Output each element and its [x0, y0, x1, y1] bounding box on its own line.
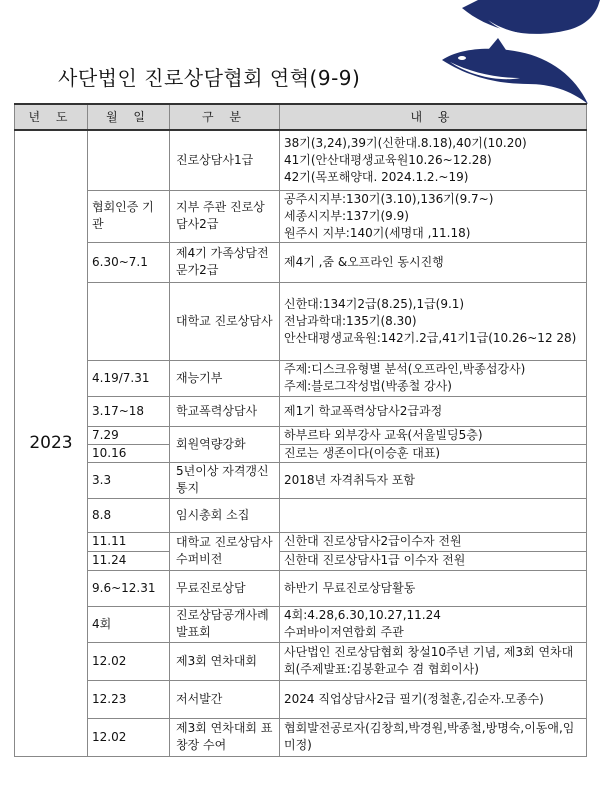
category-cell: 학교폭력상담사	[170, 396, 280, 426]
date-cell: 7.29	[88, 426, 170, 444]
content-cell	[280, 718, 587, 756]
content-line: 공주시지부:130기(3.10),136기(9.7~)	[284, 191, 494, 206]
date-cell: 11.24	[88, 551, 170, 570]
category-cell: 대학교 진로상담사	[170, 282, 280, 360]
date-cell: 11.11	[88, 532, 170, 551]
content-cell	[280, 444, 587, 462]
category-cell: 지부 주관 진로상담사2급	[170, 190, 280, 242]
content-line: 하부르타 외부강사 교육(서울빌딩5층)	[284, 427, 483, 442]
category-cell: 제4기 가족상담전문가2급	[170, 242, 280, 282]
content-line: 주제:블로그작성법(박종철 강사)	[284, 379, 452, 393]
category-cell: 진로상담사1급	[170, 130, 280, 190]
table-row	[15, 426, 587, 444]
category-cell: 저서발간	[170, 680, 280, 718]
content-line: 원주시 지부:140기(세명대 ,11.18)	[284, 225, 471, 240]
date-cell: 3.17~18	[88, 396, 170, 426]
table-row	[15, 718, 587, 756]
table-row	[15, 242, 587, 282]
content-cell	[280, 462, 587, 498]
page-title: 사단법인 진로상담협회 연혁(9-9)	[58, 66, 361, 90]
date-cell: 12.02	[88, 642, 170, 680]
content-cell	[280, 130, 587, 190]
table-row	[15, 642, 587, 680]
table-row	[15, 130, 587, 190]
date-cell: 10.16	[88, 444, 170, 462]
year-cell: 2023	[15, 130, 88, 756]
content-line: 전남과학대:135기(8.30)	[284, 313, 417, 328]
content-cell	[280, 190, 587, 242]
table-row	[15, 551, 587, 570]
history-table	[14, 103, 587, 757]
content-cell	[280, 426, 587, 444]
category-cell: 제3회 연차대회 표창장 수여	[170, 718, 280, 756]
content-line: 하반기 무료진로상담활동	[284, 580, 416, 595]
date-cell: 9.6~12.31	[88, 570, 170, 606]
table-header-row	[15, 104, 587, 130]
date-cell	[88, 130, 170, 190]
category-cell: 재능기부	[170, 360, 280, 396]
date-cell: 협회인증 기관	[88, 190, 170, 242]
content-line: 제4기 ,줌 &오프라인 동시진행	[284, 254, 444, 269]
content-cell	[280, 498, 587, 532]
orca-illustration-bottom	[440, 38, 590, 108]
content-line: 신한대 진로상담사2급이수자 전원	[284, 534, 462, 548]
table-row	[15, 396, 587, 426]
content-line: 2018년 자격취득자 포함	[284, 472, 415, 487]
category-cell: 5년이상 자격갱신통지	[170, 462, 280, 498]
content-cell	[280, 532, 587, 551]
category-cell: 제3회 연차대회	[170, 642, 280, 680]
content-cell	[280, 242, 587, 282]
content-cell	[280, 396, 587, 426]
date-cell: 3.3	[88, 462, 170, 498]
table-row	[15, 360, 587, 396]
content-cell	[280, 282, 587, 360]
content-line: 4회:4.28,6.30,10.27,11.24	[284, 608, 441, 622]
category-cell: 대학교 진로상담사 수퍼비전	[170, 532, 280, 570]
content-line: 제1기 학교폭력상담사2급과정	[284, 403, 443, 418]
content-cell	[280, 680, 587, 718]
date-cell: 6.30~7.1	[88, 242, 170, 282]
table-row	[15, 606, 587, 642]
content-line: 주제:디스크유형별 분석(오프라인,박종섭강사)	[284, 362, 526, 376]
date-cell: 12.23	[88, 680, 170, 718]
category-cell: 무료진로상담	[170, 570, 280, 606]
header-date: 월 일	[88, 104, 170, 130]
content-line: 38기(3,24),39기(신한대.8.18),40기(10.20)	[284, 135, 527, 150]
date-cell: 8.8	[88, 498, 170, 532]
category-cell: 회원역량강화	[170, 426, 280, 462]
header-category: 구 분	[170, 104, 280, 130]
date-cell: 12.02	[88, 718, 170, 756]
content-line: 2024 직업상담사2급 필기(정철훈,김순자.모종수)	[284, 691, 544, 706]
table-row	[15, 190, 587, 242]
table-row	[15, 282, 587, 360]
date-cell	[88, 282, 170, 360]
date-cell: 4.19/7.31	[88, 360, 170, 396]
content-line: 협회발전공로자(김창희,박경원,박종철,방명숙,이동애,임미정)	[284, 721, 575, 752]
content-cell	[280, 551, 587, 570]
table-row	[15, 532, 587, 551]
content-line: 수퍼바이저연합회 주관	[284, 625, 404, 639]
header-year: 년 도	[15, 104, 88, 130]
header-content: 내 용	[280, 104, 587, 130]
content-line: 신한대 진로상담사1급 이수자 전원	[284, 553, 466, 567]
category-cell: 진로상담공개사례발표회	[170, 606, 280, 642]
table-row	[15, 680, 587, 718]
date-cell: 4회	[88, 606, 170, 642]
content-line: 42기(목포해양대. 2024.1.2.~19)	[284, 169, 469, 184]
category-cell: 임시총회 소집	[170, 498, 280, 532]
content-line: 진로는 생존이다(이승훈 대표)	[284, 445, 441, 460]
content-line: 세종시지부:137기(9.9)	[284, 208, 409, 223]
content-cell	[280, 360, 587, 396]
content-line: 안산대평생교육원:142기.2급,41기1급(10.26~12 28)	[284, 330, 577, 345]
content-cell	[280, 642, 587, 680]
content-cell	[280, 570, 587, 606]
content-line: 사단법인 진로상담협회 창설10주년 기념, 제3회 연차대회(주제발표:김봉환교수 겸 협회이사)	[284, 645, 574, 676]
table-row	[15, 444, 587, 462]
content-line: 41기(안산대평생교육원10.26~12.28)	[284, 152, 492, 167]
table-row	[15, 462, 587, 498]
content-line: 신한대:134기2급(8.25),1급(9.1)	[284, 296, 465, 311]
table-row	[15, 498, 587, 532]
content-cell	[280, 606, 587, 642]
table-row	[15, 570, 587, 606]
